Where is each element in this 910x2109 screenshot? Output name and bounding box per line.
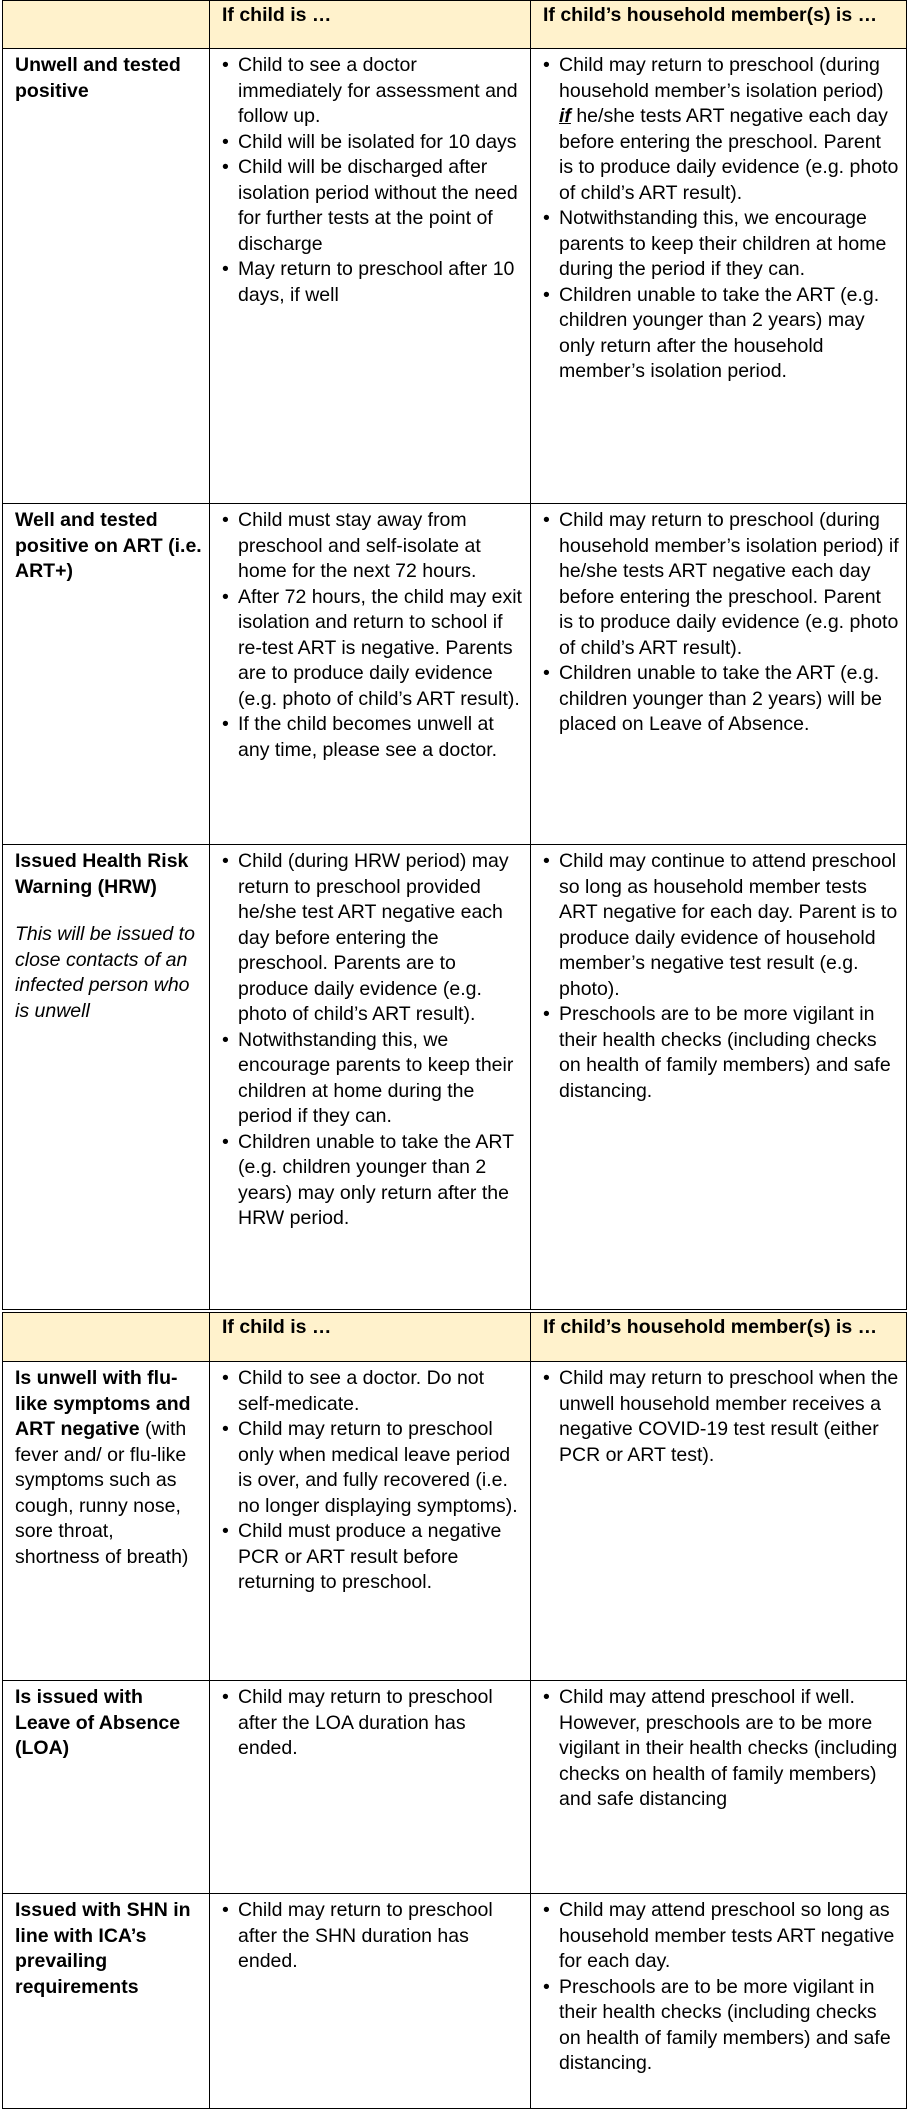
row-label xyxy=(3,49,210,504)
row-label-text: Is issued with Leave of Absence (LOA) xyxy=(15,1686,181,1759)
list-item: • May return to preschool after 10 days, if well xyxy=(238,257,524,308)
guidance-table-2 xyxy=(2,1312,907,2109)
header-row xyxy=(3,1313,907,1362)
list-item: • Children unable to take the ART (e.g. children younger than 2 years) will be placed on Leave of Absence. xyxy=(559,661,900,738)
row-label-text: Well and tested positive on ART (i.e. ART+) xyxy=(15,509,202,582)
list-item: • Child may return to preschool only when medical leave period is over, and fully recovered (i.e. no longer displaying symptoms). xyxy=(238,1417,524,1519)
child-cell xyxy=(210,1894,531,2109)
child-list xyxy=(222,53,524,308)
household-list xyxy=(543,1898,900,2077)
row-label-text: Issued with SHN in line with ICA’s prevailing requirements xyxy=(15,1899,191,1998)
list-item xyxy=(559,53,900,206)
household-list xyxy=(543,53,900,385)
list-item: • Child must produce a negative PCR or ART result before returning to preschool. xyxy=(238,1519,524,1596)
child-cell xyxy=(210,845,531,1310)
header-empty-cell xyxy=(3,1,210,49)
child-cell xyxy=(210,1362,531,1681)
list-item: • Preschools are to be more vigilant in their health checks (including checks on health of family members) and safe distancing. xyxy=(559,1002,900,1104)
household-cell xyxy=(531,49,907,504)
header-household: If child’s household member(s) is … xyxy=(531,1313,907,1362)
table-row xyxy=(3,1681,907,1894)
household-list xyxy=(543,849,900,1104)
list-item: • Preschools are to be more vigilant in their health checks (including checks on health of family members) and safe distancing. xyxy=(559,1975,900,2077)
list-item: • After 72 hours, the child may exit isolation and return to school if re-test ART is negative. Parents are to produce daily evidence (e.g. photo of child’s ART result). xyxy=(238,585,524,713)
list-item: • Child may return to preschool when the unwell household member receives a negative COVID-19 test result (either PCR or ART test). xyxy=(559,1366,900,1468)
list-item-text: he/she tests ART negative each day before entering the preschool. Parent is to produce daily evidence (e.g. photo of child’s ART result). xyxy=(559,105,899,204)
emphasis-if: if xyxy=(559,105,571,127)
list-item: • Notwithstanding this, we encourage parents to keep their children at home during the period if they can. xyxy=(559,206,900,283)
list-item: • Children unable to take the ART (e.g. children younger than 2 years) may only return after the HRW period. xyxy=(238,1130,524,1232)
row-label xyxy=(3,1681,210,1894)
table-row xyxy=(3,1362,907,1681)
list-item: • Child may attend preschool if well. However, preschools are to be more vigilant in their health checks (including checks on health of family members) and safe distancing xyxy=(559,1685,900,1813)
child-list xyxy=(222,1898,524,1975)
household-cell xyxy=(531,504,907,845)
household-cell xyxy=(531,1894,907,2109)
list-item: • Child must stay away from preschool and self-isolate at home for the next 72 hours. xyxy=(238,508,524,585)
list-item: • Child may return to preschool after the LOA duration has ended. xyxy=(238,1685,524,1762)
list-item-text: Child may return to preschool (during household member’s isolation period) xyxy=(559,54,884,102)
list-item: • Child to see a doctor. Do not self-medicate. xyxy=(238,1366,524,1417)
household-list xyxy=(543,1685,900,1813)
row-label xyxy=(3,504,210,845)
row-label-block xyxy=(15,1366,203,1570)
list-item: • Child may continue to attend preschool so long as household member tests ART negative for each day. Parent is to produce daily evidence of household member’s negative test result (e.g. photo). xyxy=(559,849,900,1002)
list-item: • Child will be discharged after isolation period without the need for further tests at the point of discharge xyxy=(238,155,524,257)
list-item: • Child may attend preschool so long as household member tests ART negative for each day. xyxy=(559,1898,900,1975)
list-item: • Child to see a doctor immediately for assessment and follow up. xyxy=(238,53,524,130)
child-list xyxy=(222,508,524,763)
row-label xyxy=(3,1362,210,1681)
child-list xyxy=(222,849,524,1232)
list-item: • Children unable to take the ART (e.g. children younger than 2 years) may only return after the household member’s isolation period. xyxy=(559,283,900,385)
list-item: • Notwithstanding this, we encourage parents to keep their children at home during the period if they can. xyxy=(238,1028,524,1130)
child-cell xyxy=(210,1681,531,1894)
table-row xyxy=(3,1894,907,2109)
header-child: If child is … xyxy=(210,1,531,49)
list-item: • If the child becomes unwell at any time, please see a doctor. xyxy=(238,712,524,763)
table-row xyxy=(3,49,907,504)
child-cell xyxy=(210,49,531,504)
row-label xyxy=(3,1894,210,2109)
list-item: • Child may return to preschool after the SHN duration has ended. xyxy=(238,1898,524,1975)
row-label-text: Is unwell with flu-like symptoms and ART negative xyxy=(15,1367,191,1440)
header-empty-cell xyxy=(3,1313,210,1362)
child-list xyxy=(222,1685,524,1762)
header-household: If child’s household member(s) is … xyxy=(531,1,907,49)
row-label-text: Unwell and tested positive xyxy=(15,54,181,102)
child-cell xyxy=(210,504,531,845)
header-child: If child is … xyxy=(210,1313,531,1362)
row-sublabel: This will be issued to close contacts of an infected person who is unwell xyxy=(15,923,195,1022)
guidance-table-1 xyxy=(2,0,907,1310)
table-row xyxy=(3,504,907,845)
household-list xyxy=(543,1366,900,1468)
household-list xyxy=(543,508,900,738)
list-item: • Child will be isolated for 10 days xyxy=(238,130,524,156)
table-row xyxy=(3,845,907,1310)
row-label-text: Issued Health Risk Warning (HRW) xyxy=(15,850,189,898)
household-cell xyxy=(531,1362,907,1681)
list-item: • Child (during HRW period) may return to preschool provided he/she test ART negative each day before entering the preschool. Parents are to produce daily evidence (e.g. photo of child’s ART result). xyxy=(238,849,524,1028)
row-label-note: (with fever and/ or flu-like symptoms such as cough, runny nose, sore throat, shortness of breath) xyxy=(15,1418,189,1568)
header-row xyxy=(3,1,907,49)
child-list xyxy=(222,1366,524,1596)
household-cell xyxy=(531,1681,907,1894)
list-item: • Child may return to preschool (during household member’s isolation period) if he/she tests ART negative each day before entering the preschool. Parent is to produce daily evidence (e.g. photo of child’s ART result). xyxy=(559,508,900,661)
row-label xyxy=(3,845,210,1310)
household-cell xyxy=(531,845,907,1310)
